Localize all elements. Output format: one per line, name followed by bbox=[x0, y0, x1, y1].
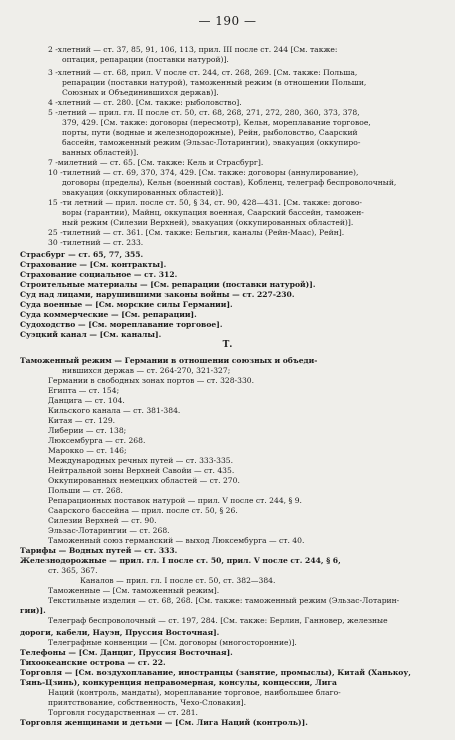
index-line: Таможенный союз германский — выход Люксембурга — ст. 40. bbox=[48, 536, 305, 545]
index-line: репарации (поставки натурой), таможенный режим (в отношении Польши, bbox=[62, 78, 367, 87]
index-line: 5 -летний — прил. гл. II после ст. 50, ст. 68, 268, 271, 272, 280, 360, 373, 378, bbox=[48, 108, 360, 117]
index-line: приятствование, собственность, Чехо-Словакия]. bbox=[48, 698, 247, 707]
index-line: Оккупированных немецких областей — ст. 270. bbox=[48, 476, 240, 485]
index-line: Текстильные изделия — ст. 68, 268. [См. также: таможенный режим (Эльзас-Лотарин- bbox=[48, 596, 400, 605]
index-line: Германии в свободных зонах портов — ст. 328-330. bbox=[48, 376, 255, 385]
index-line: Польши — ст. 268. bbox=[48, 486, 123, 495]
index-entry: Суэцкий канал — [См. каналы]. bbox=[20, 330, 162, 339]
index-entry: Страхование социальное — ст. 312. bbox=[20, 270, 178, 279]
index-line: ванных областей)]. bbox=[62, 148, 139, 157]
index-line: Телеграфные конвенции — [См. договоры (многосторонние)]. bbox=[48, 638, 297, 647]
index-line: воры (гарантии), Майнц, оккупация военная, Саарский бассейн, таможен- bbox=[62, 208, 364, 217]
index-line: 7 -милетний — ст. 65. [См. также: Кель и Страсбург]. bbox=[48, 158, 264, 167]
index-entry: Тянь-Цзинь), конкуренция неправомерная, консулы, концессии, Лига bbox=[20, 678, 337, 687]
page-number: — 190 — bbox=[198, 14, 257, 28]
index-entry: Торговля — [См. воздухоплавание, иностранцы (занятие, промыслы), Китай (Ханькоу, bbox=[20, 668, 411, 677]
index-entry: Тарифы — Водных путей — ст. 333. bbox=[20, 546, 178, 555]
index-line: 15 -ти летний — прил. после ст. 50, § 34, ст. 90, 428—431. [См. также: догово- bbox=[48, 198, 362, 207]
index-line: Марокко — ст. 146; bbox=[48, 446, 127, 455]
index-line: 3 -хлетний — ст. 68, прил. V после ст. 244, ст. 268, 269. [См. также: Польша, bbox=[48, 68, 358, 77]
index-line: ный режим (Силезии Верхней), эвакуация (оккупированных областей)]. bbox=[62, 218, 354, 227]
index-line: 10 -тилетний — ст. 69, 370, 374, 429. [См. также: договоры (аннулирование), bbox=[48, 168, 359, 177]
index-line: Египта — ст. 154; bbox=[48, 386, 120, 395]
index-line: Телеграф беспроволочный — ст. 197, 284. [См. также: Берлин, Ганновер, железные bbox=[48, 616, 388, 625]
index-line: Силезии Верхней — ст. 90. bbox=[48, 516, 157, 525]
index-line: бассейн, таможенный режим (Эльзас-Лотарингии), эвакуация (оккупиро- bbox=[62, 138, 361, 147]
index-entry: Железнодорожные — прил. гл. I после ст. 50, прил. V после ст. 244, § 6, bbox=[20, 556, 341, 565]
index-entry: Таможенный режим — Германии в отношении союзных и объеди- bbox=[20, 356, 318, 365]
index-entry: Суда военные — [См. морские силы Германии]. bbox=[20, 300, 233, 309]
index-line: Наций (контроль, мандаты), мореплавание торговое, наибольшее благо- bbox=[48, 688, 341, 697]
index-entry: Суда коммерческие — [См. репарации]. bbox=[20, 310, 197, 319]
index-line: Таможенные — [См. таможенный режим]. bbox=[48, 586, 220, 595]
index-line: Торговля государственная — ст. 281. bbox=[48, 708, 198, 717]
index-line: оптация, репарации (поставки натурой)]. bbox=[62, 55, 229, 64]
index-line: Саарского бассейна — прил. после ст. 50, § 26. bbox=[48, 506, 238, 515]
index-entry: Тихоокеанские острова — ст. 22. bbox=[20, 658, 166, 667]
index-entry: дороги, кабели, Науэн, Пруссия Восточная]. bbox=[20, 628, 220, 637]
index-entry: Телефоны — [См. Данциг, Пруссия Восточная]. bbox=[20, 648, 233, 657]
index-line: Люксембурга — ст. 268. bbox=[48, 436, 146, 445]
index-line: 2 -хлетний — ст. 37, 85, 91, 106, 113, прил. III после ст. 244 [См. также: bbox=[48, 45, 338, 54]
index-line: договоры (пределы), Кельн (военный состав), Кобленц, телеграф беспроволочный, bbox=[62, 178, 397, 187]
index-line: Либерии — ст. 138; bbox=[48, 426, 127, 435]
index-entry: гии)]. bbox=[20, 606, 46, 615]
index-entry: Строительные материалы — [См. репарации (поставки натурой)]. bbox=[20, 280, 316, 289]
index-line: Китая — ст. 129. bbox=[48, 416, 116, 425]
index-entry: Суд над лицами, нарушившими законы войны — ст. 227-230. bbox=[20, 290, 295, 299]
index-entry: Судоходство — [См. мореплавание торговое]. bbox=[20, 320, 223, 329]
index-line: Репарационных поставок натурой — прил. V после ст. 244, § 9. bbox=[48, 496, 302, 505]
index-line: 4 -хлетний — ст. 280. [См. также: рыболовство]. bbox=[48, 98, 242, 107]
index-line: нившихся держав — ст. 264-270, 321-327; bbox=[62, 366, 231, 375]
index-entry: Страсбург — ст. 65, 77, 355. bbox=[20, 250, 144, 259]
index-entry: Страхование — [См. контракты]. bbox=[20, 260, 167, 269]
index-line: Каналов — прил. гл. I после ст. 50, ст. 382—384. bbox=[80, 576, 276, 585]
section-heading: Т. bbox=[222, 340, 233, 350]
index-line: эвакуация (оккупированных областей)]. bbox=[62, 188, 224, 197]
index-line: Нейтральной зоны Верхней Савойи — ст. 435. bbox=[48, 466, 235, 475]
index-line: Союзных и Объединившихся держав)]. bbox=[62, 88, 219, 97]
index-entry: Торговля женщинами и детьми — [См. Лига Наций (контроль)]. bbox=[20, 718, 308, 727]
index-line: 25 -тилетний — ст. 361. [См. также: Бельгия, каналы (Рейн-Маас), Рейн]. bbox=[48, 228, 345, 237]
index-line: Эльзас-Лотарингии — ст. 268. bbox=[48, 526, 170, 535]
index-line: Международных речных путей — ст. 333-335. bbox=[48, 456, 234, 465]
index-line: 379, 429. [См. также: договоры (пересмотр), Кельн, мореплавание торговое, bbox=[62, 118, 371, 127]
index-line: Кильского канала — ст. 381-384. bbox=[48, 406, 181, 415]
index-line: Данцига — ст. 104. bbox=[48, 396, 125, 405]
index-line: ст. 365, 367. bbox=[48, 566, 98, 575]
index-line: 30 -тилетний — ст. 233. bbox=[48, 238, 144, 247]
index-line: порты, пути (водные и железнодорожные), Рейн, рыболовство, Саарский bbox=[62, 128, 358, 137]
